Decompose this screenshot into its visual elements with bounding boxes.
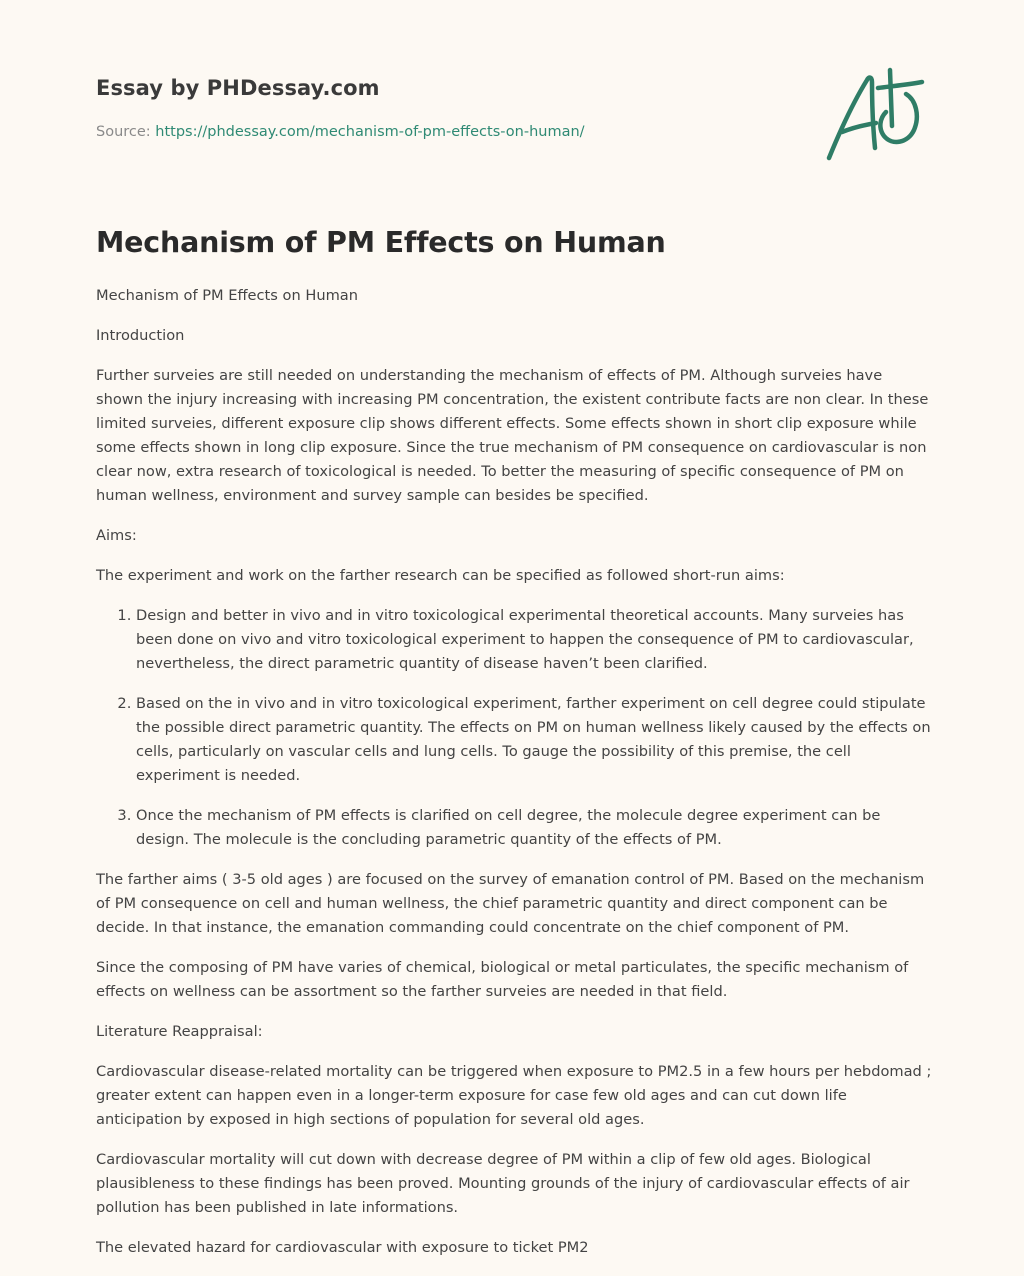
aims-intro: The experiment and work on the farther research can be specified as followed short-run aims: <box>96 567 785 584</box>
aims-heading: Aims: <box>96 527 137 544</box>
literature-paragraph: Cardiovascular disease-related mortality can be triggered when exposure to PM2.5 in a few hours per hebdomad ; greater extent can happen even in a longer-term exposure for case few old ages and can cut down life anticipation by exposed in high sections of population for several old ages. <box>96 1063 932 1128</box>
source-link[interactable]: https://phdessay.com/mechanism-of-pm-effects-on-human/ <box>155 124 585 140</box>
literature-paragraph: Cardiovascular mortality will cut down with decrease degree of PM within a clip of few old ages. Biological plausibleness to these findings has been proved. Mounting grounds of the injury of cardiovascular effects of air pollution has been published in late informations. <box>96 1151 910 1216</box>
a-plus-logo-icon <box>820 66 930 166</box>
aims-list <box>96 604 932 852</box>
composing-paragraph: Since the composing of PM have varies of chemical, biological or metal particulates, the specific mechanism of effects on wellness can be assortment so the farther surveies are needed in that field. <box>96 959 909 1000</box>
essay-body <box>96 284 932 1276</box>
source-line <box>96 124 585 140</box>
literature-heading: Literature Reappraisal: <box>96 1023 263 1040</box>
document-title: Mechanism of PM Effects on Human <box>96 226 666 259</box>
intro-paragraph: Further surveies are still needed on understanding the mechanism of effects of PM. Although surveies have shown the injury increasing with increasing PM concentration, the existent contribute facts are non clear. In these limited surveies, different exposure clip shows different effects. Some effects shown in short clip exposure while some effects shown in long clip exposure. Since the true mechanism of PM consequence on cardiovascular is non clear now, extra research of toxicological is needed. To better the measuring of specific consequence of PM on human wellness, environment and survey sample can besides be specified. <box>96 367 929 504</box>
literature-paragraph: The elevated hazard for cardiovascular with exposure to ticket PM2 <box>96 1239 589 1256</box>
aims-list-item: 3. Once the mechanism of PM effects is clarified on cell degree, the molecule degree experiment can be design. The molecule is the concluding parametric quantity of the effects of PM. <box>136 804 932 852</box>
essay-subtitle: Mechanism of PM Effects on Human <box>96 287 358 304</box>
aims-list-item: 1. Design and better in vivo and in vitro toxicological experimental theoretical accounts. Many surveies has been done on vivo and vitro toxicological experiment to happen the consequence of PM to cardiovascular, nevertheless, the direct parametric quantity of disease haven’t been clarified. <box>136 604 932 676</box>
site-title: Essay by PHDessay.com <box>96 76 380 100</box>
aims-list-item: 2. Based on the in vivo and in vitro toxicological experiment, farther experiment on cell degree could stipulate the possible direct parametric quantity. The effects on PM on human wellness likely caused by the effects on cells, particularly on vascular cells and lung cells. To gauge the possibility of this premise, the cell experiment is needed. <box>136 692 932 788</box>
introduction-heading: Introduction <box>96 327 185 344</box>
source-label: Source: <box>96 124 151 140</box>
farther-aims-paragraph: The farther aims ( 3-5 old ages ) are focused on the survey of emanation control of PM. Based on the mechanism of PM consequence on cell and human wellness, the chief parametric quantity and direct component can be decide. In that instance, the emanation commanding could concentrate on the chief component of PM. <box>96 871 925 936</box>
